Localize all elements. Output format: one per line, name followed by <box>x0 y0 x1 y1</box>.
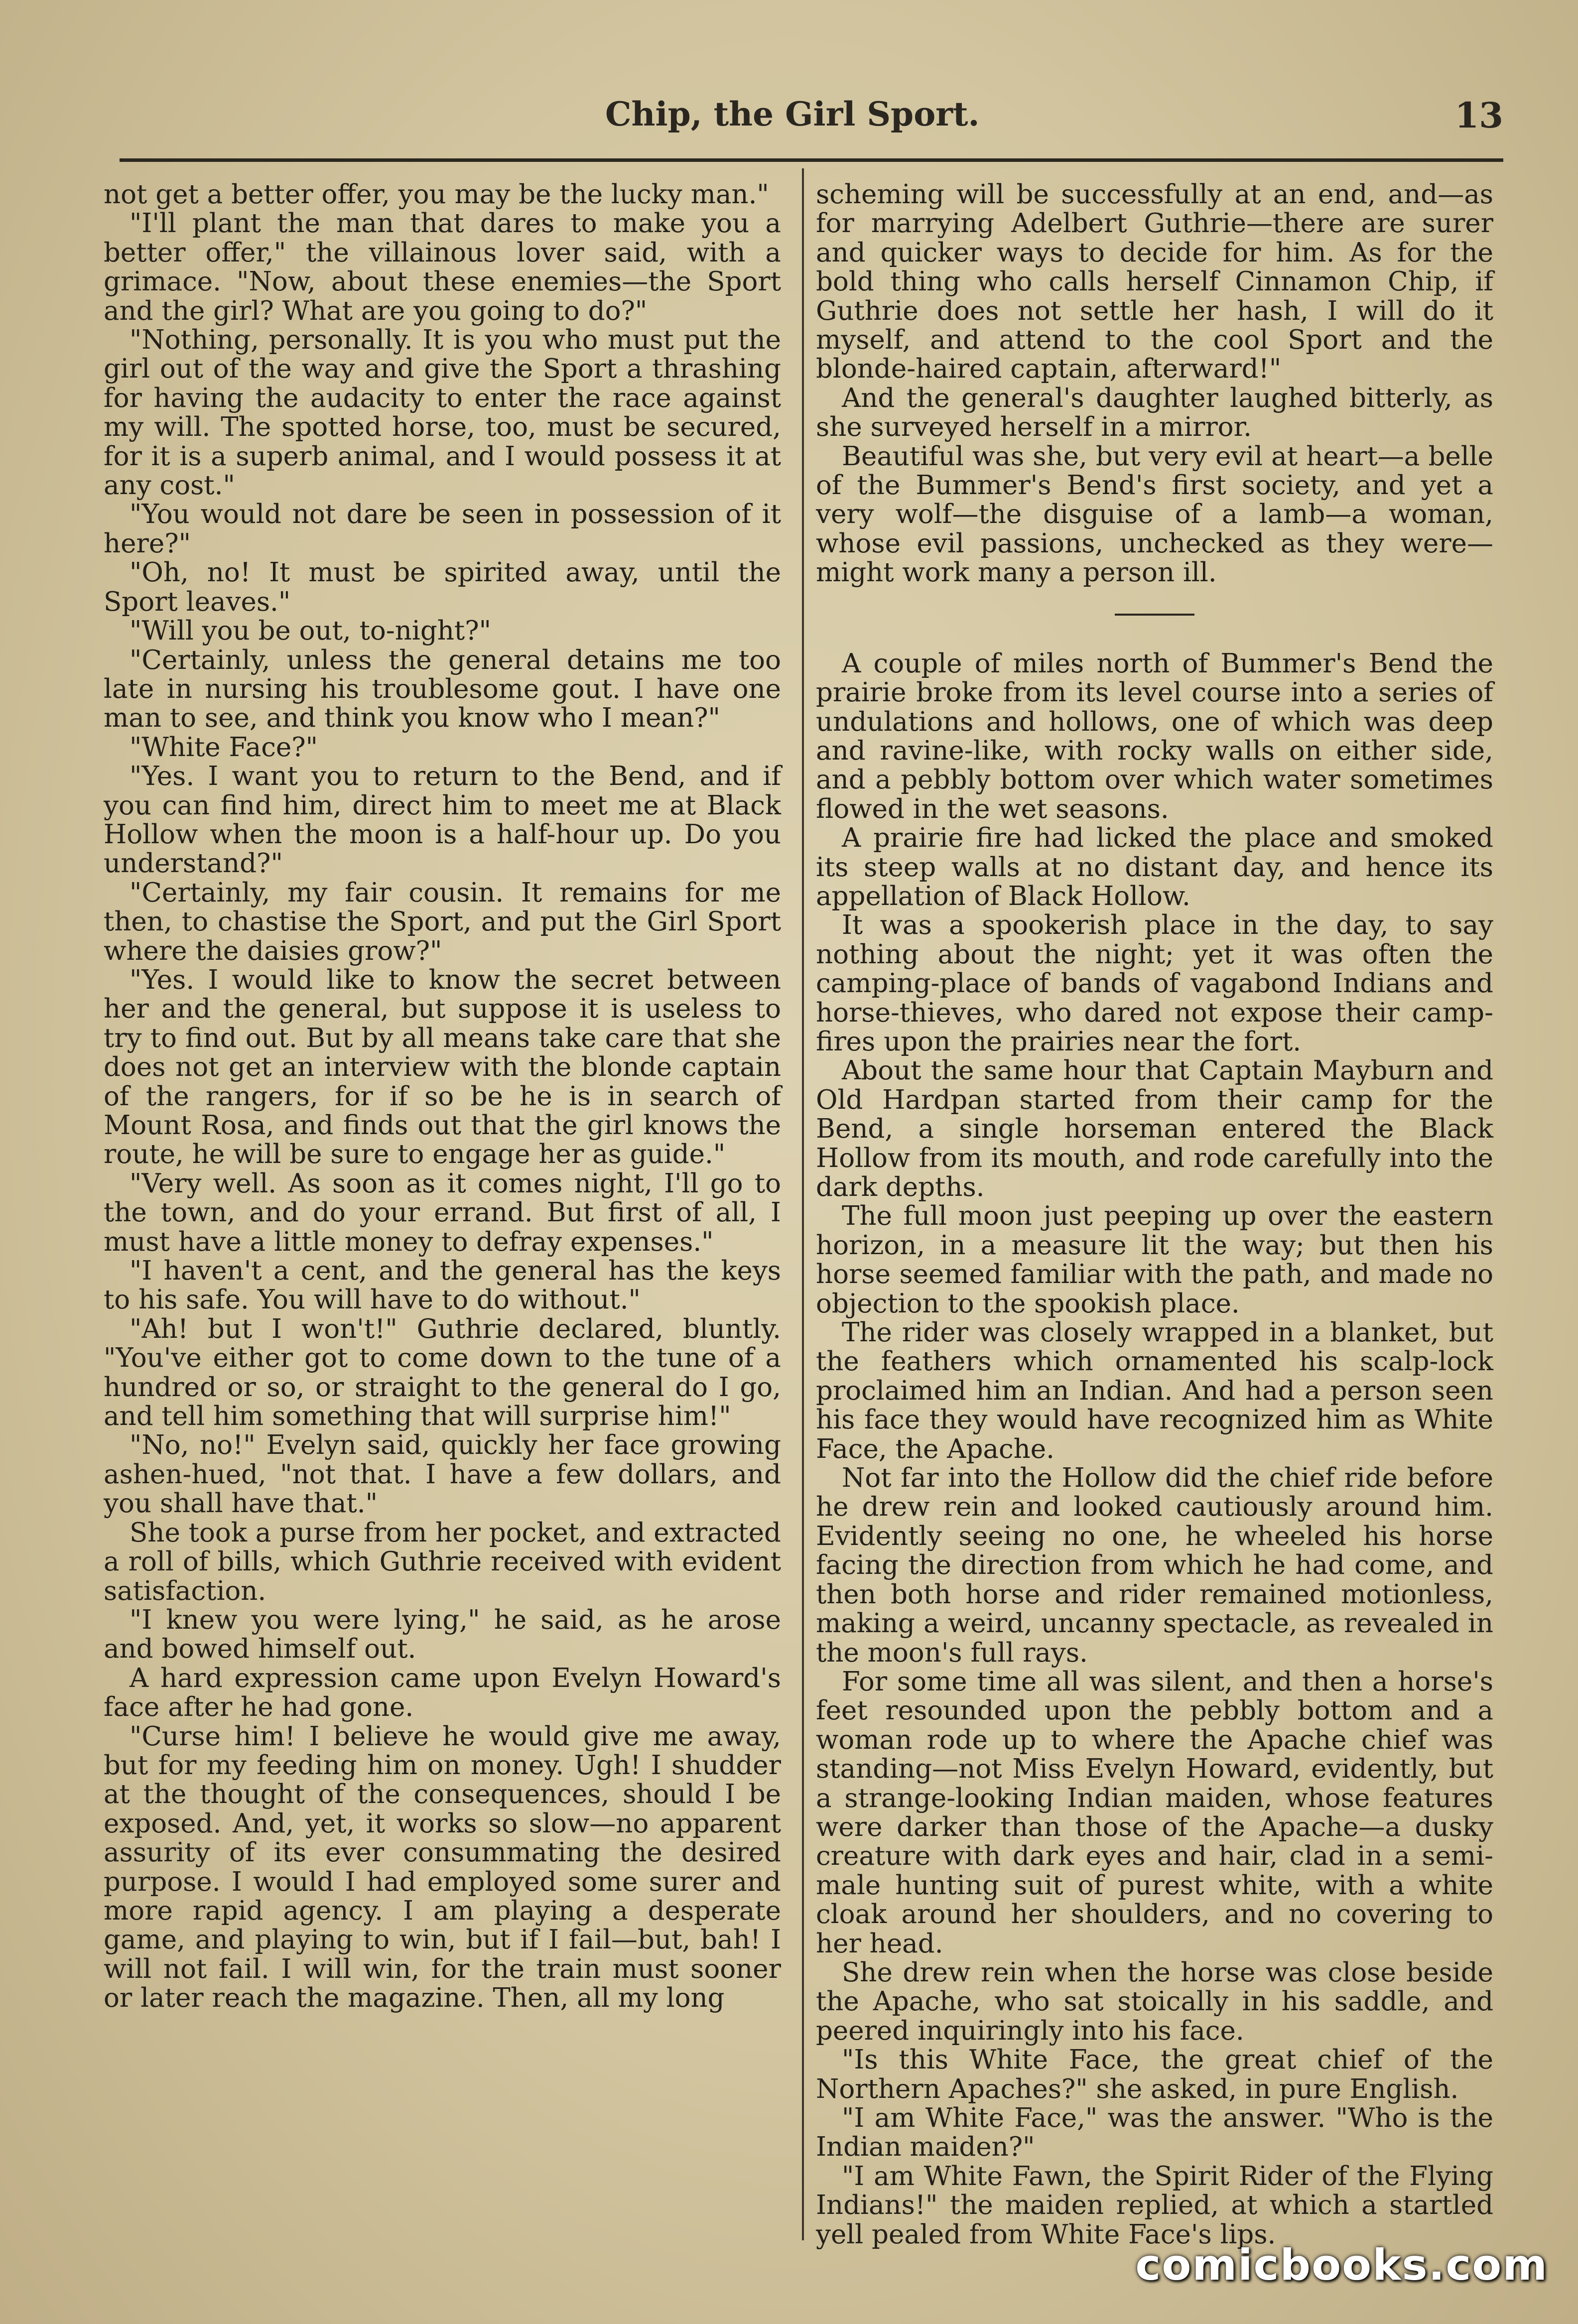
paragraph: not get a better offer, you may be the lucky man." <box>104 179 769 210</box>
paragraph: "Will you be out, to-night?" <box>130 616 491 646</box>
paragraph: "Yes. I would like to know the secret between her and the general, but suppose it is useless to try to find out. But by all means take care that she does not get an interview with the blonde captain of the rangers, for if so be he is in search of Mount Rosa, and finds out that the girl knows the route, he will be sure to engage her as guide." <box>104 964 781 1170</box>
paragraph: "Nothing, personally. It is you who must put the girl out of the way and give the Sport a thrashing for having the audacity to enter the race against my will. The spotted horse, too, must be secured, for it is a superb animal, and I would possess it at any cost." <box>104 325 781 501</box>
paragraph: "Is this White Face, the great chief of the Northern Apaches?" she asked, in pure English. <box>816 2045 1493 2104</box>
paragraph: "I am White Face," was the answer. "Who is the Indian maiden?" <box>816 2103 1493 2163</box>
right-column-top <box>816 180 1493 588</box>
paragraph: A hard expression came upon Evelyn Howard's face after he had gone. <box>104 1663 781 1723</box>
header-rule <box>120 158 1503 162</box>
paragraph: "Oh, no! It must be spirited away, until the Sport leaves." <box>104 557 781 617</box>
paragraph: And the general's daughter laughed bitterly, as she surveyed herself in a mirror. <box>816 383 1493 443</box>
paragraph: She drew rein when the horse was close beside the Apache, who sat stoically in his saddle, and peered inquiringly into his face. <box>816 1957 1493 2046</box>
paragraph: "I knew you were lying," he said, as he arose and bowed himself out. <box>104 1604 781 1665</box>
paragraph: "Certainly, unless the general detains me too late in nursing his troublesome gout. I have one man to see, and think you know who I mean?" <box>104 645 781 734</box>
right-column <box>816 180 1493 2249</box>
section-break-rule <box>1115 614 1194 616</box>
paragraph: "I haven't a cent, and the general has the keys to his safe. You will have to do without." <box>104 1256 781 1315</box>
paragraph: She took a purse from her pocket, and extracted a roll of bills, which Guthrie received with evident satisfaction. <box>104 1517 781 1606</box>
paragraph: "Curse him! I believe he would give me away, but for my feeding him on money. Ugh! I shudder at the thought of the consequences, should I be exposed. And, yet, it works so slow—no apparent assurity of its ever consummating the desired purpose. I would I had employed some surer and more rapid agency. I am playing a desperate game, and playing to win, but if I fail—but, bah! I will not fail. I will win, for the train must sooner or later reach the magazine. Then, all my long <box>104 1721 781 2014</box>
paragraph: "Very well. As soon as it comes night, I'll go to the town, and do your errand. But first of all, I must have a little money to defray expenses." <box>104 1168 781 1257</box>
paragraph: For some time all was silent, and then a horse's feet resounded upon the pebbly bottom and a woman rode up to where the Apache chief was standing—not Miss Evelyn Howard, evidently, but a strange-looking Indian maiden, whose features were darker than those of the Apache—a dusky creature with dark eyes and hair, clad in a semi-male hunting suit of purest white, with a white cloak around her shoulders, and no covering to her head. <box>816 1666 1493 1959</box>
paragraph: scheming will be successfully at an end, and—as for marrying Adelbert Guthrie—there are surer and quicker ways to decide for him. As for the bold thing who calls herself Cinnamon Chip, if Guthrie does not settle her hash, I will do it myself, and attend to the cool Sport and the blonde-haired captain, afterward!" <box>816 179 1493 385</box>
paragraph: A couple of miles north of Bummer's Bend the prairie broke from its level course into a series of undulations and hollows, one of which was deep and ravine-like, with rocky walls on either side, and a pebbly bottom over which water sometimes flowed in the wet seasons. <box>816 648 1493 824</box>
paragraph: "I am White Fawn, the Spirit Rider of the Flying Indians!" the maiden replied, at which a startled yell pealed from White Face's lips. <box>816 2161 1493 2250</box>
paragraph: The full moon just peeping up over the eastern horizon, in a measure lit the way; but then his horse seemed familiar with the path, and made no objection to the spookish place. <box>816 1201 1493 1319</box>
page-number: 13 <box>1454 95 1503 136</box>
paragraph: Not far into the Hollow did the chief ride before he drew rein and looked cautiously around him. Evidently seeing no one, he wheeled his horse facing the direction from which he had come, and then both horse and rider remained motionless, making a weird, uncanny spectacle, as revealed in the moon's full rays. <box>816 1463 1493 1668</box>
paragraph: "Ah! but I won't!" Guthrie declared, bluntly. "You've either got to come down to the tune of a hundred or so, or straight to the general do I go, and tell him something that will surprise him!" <box>104 1313 781 1432</box>
paragraph: "Yes. I want you to return to the Bend, and if you can find him, direct him to meet me at Black Hollow when the moon is a half-hour up. Do you understand?" <box>104 761 781 879</box>
paragraph: The rider was closely wrapped in a blanket, but the feathers which ornamented his scalp-lock proclaimed him an Indian. And had a person seen his face they would have recognized him as White Face, the Apache. <box>816 1317 1493 1464</box>
paragraph: About the same hour that Captain Mayburn and Old Hardpan started from their camp for the Bend, a single horseman entered the Black Hollow from its mouth, and rode carefully into the dark depths. <box>816 1055 1493 1202</box>
paragraph: "I'll plant the man that dares to make you a better offer," the villainous lover said, with a grimace. "Now, about these enemies—the Sport and the girl? What are you going to do?" <box>104 208 781 326</box>
paragraph: "Certainly, my fair cousin. It remains for me then, to chastise the Sport, and put the Girl Sport where the daisies grow?" <box>104 877 781 966</box>
paragraph: A prairie fire had licked the place and smoked its steep walls at no distant day, and hence its appellation of Black Hollow. <box>816 823 1493 911</box>
paragraph: "White Face?" <box>130 732 318 763</box>
watermark: comicbooks.com <box>1135 2240 1548 2290</box>
paragraph: "You would not dare be seen in possession of it here?" <box>104 499 781 559</box>
paragraph: Beautiful was she, but very evil at heart—a belle of the Bummer's Bend's first society, and yet a very wolf—the disguise of a lamb—a woman, whose evil passions, unchecked as they were—might work many a person ill. <box>816 441 1493 588</box>
right-column-bottom <box>816 649 1493 2249</box>
paragraph: "No, no!" Evelyn said, quickly her face growing ashen-hued, "not that. I have a few dollars, and you shall have that." <box>104 1430 781 1519</box>
page-header <box>115 95 1503 149</box>
running-title: Chip, the Girl Sport. <box>605 95 980 133</box>
paragraph: It was a spookerish place in the day, to say nothing about the night; yet it was often the camping-place of bands of vagabond Indians and horse-thieves, who dared not expose their camp-fires upon the prairies near the fort. <box>816 910 1493 1057</box>
column-divider <box>802 168 804 2240</box>
left-column <box>104 180 781 2013</box>
